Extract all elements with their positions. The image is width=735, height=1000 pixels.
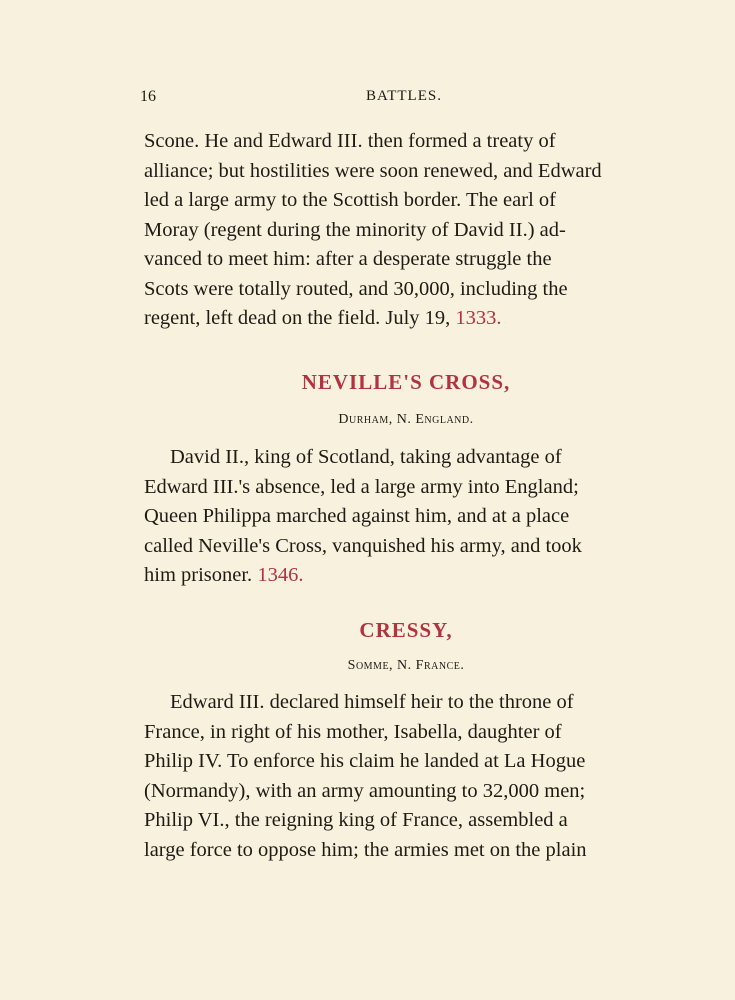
page-number: 16 [140,88,156,105]
paragraph-line: (Normandy), with an army amounting to 32,000 men; [144,779,586,802]
paragraph-line: Edward III. declared himself heir to the throne of [170,691,574,713]
section-location: Somme, N. France. [347,658,465,673]
paragraph-line: Scots were totally routed, and 30,000, including the [144,277,568,300]
section-title-cressy: CRESSY, [359,618,453,642]
paragraph-text: him prisoner. [144,564,253,586]
section-location: Durham, N. England. [338,412,474,427]
paragraph-line: led a large army to the Scottish border. The earl of [144,189,556,211]
paragraph-line: Philip VI., the reigning king of France, assembled a [144,809,568,831]
paragraph-line: Queen Philippa marched against him, and at a place [144,505,570,527]
paragraph-line: Scone. He and Edward III. then formed a treaty of [144,130,556,152]
paragraph-line: vanced to meet him: after a desperate struggle the [144,248,552,270]
running-title: BATTLES. [366,88,442,104]
paragraph-line: alliance; but hostilities were soon renewed, and Edward [144,159,602,182]
running-head [140,88,668,110]
paragraph-last-line [144,561,668,591]
paragraph-text: regent, left dead on the field. July 19, [144,307,451,329]
text-block-cressy [144,688,668,865]
paragraph-line: David II., king of Scotland, taking advantage of [170,446,562,468]
section-title-nevilles-cross: NEVILLE'S CROSS, [301,370,511,394]
paragraph-line: France, in right of his mother, Isabella, daughter of [144,720,562,743]
text-block-nevilles-cross [144,443,668,591]
battle-year: 1333. [455,307,502,329]
battle-year: 1346. [257,564,304,586]
paragraph-line: Moray (regent during the minority of David II.) ad- [144,218,566,241]
paragraph-line: Edward III.'s absence, led a large army into England; [144,475,579,498]
text-block-scone [144,127,668,334]
paragraph-line: Philip IV. To enforce his claim he landed at La Hogue [144,750,586,772]
paragraph-line: called Neville's Cross, vanquished his army, and took [144,534,582,557]
paragraph-line: large force to oppose him; the armies met on the plain [144,838,587,861]
paragraph-last-line [144,304,668,334]
